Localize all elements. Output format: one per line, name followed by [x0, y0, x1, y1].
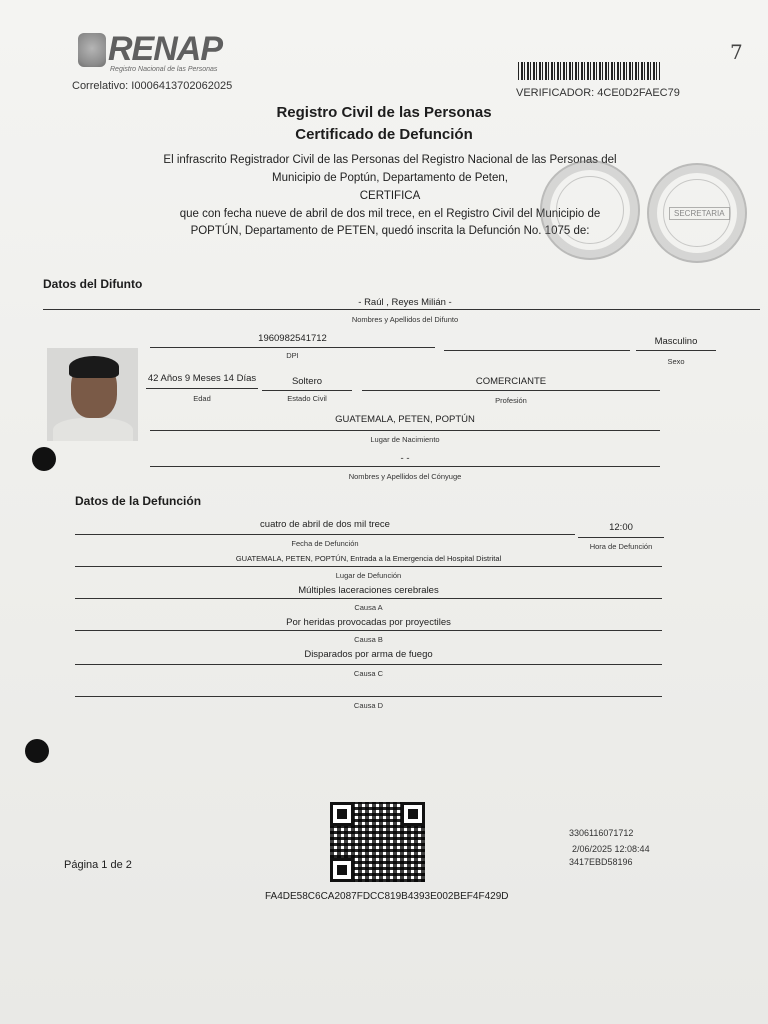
profesion-label: Profesión [495, 396, 527, 405]
hora-defuncion-value: 12:00 [609, 522, 633, 533]
intro-line-2: Municipio de Poptún, Departamento de Peten, [272, 172, 508, 184]
official-seal-stamp-icon [540, 160, 640, 260]
section-datos-defuncion: Datos de la Defunción [75, 494, 202, 508]
conyuge-line [150, 466, 660, 467]
punch-hole-icon [32, 447, 56, 471]
lugar-defuncion-value: GUATEMALA, PETEN, POPTÚN, Entrada a la Emergencia del Hospital Distrital [235, 554, 502, 563]
hora-defuncion-line [578, 537, 664, 538]
causa-b-value: Por heridas provocadas por proyectiles [286, 617, 451, 628]
secretaria-stamp-label: SECRETARIA [669, 207, 730, 220]
causa-a-value: Múltiples laceraciones cerebrales [298, 585, 439, 596]
edad-value: 42 Años 9 Meses 14 Días [147, 373, 257, 384]
edad-line [146, 388, 258, 389]
dpi-line [150, 347, 435, 348]
punch-hole-icon [25, 739, 49, 763]
sexo-label: Sexo [667, 357, 685, 366]
pagina-indicator: Página 1 de 2 [64, 859, 132, 871]
footer-code-2: 3417EBD58196 [569, 857, 633, 867]
correlativo: Correlativo: I0006413702062025 [72, 80, 233, 92]
footer-timestamp: 2/06/2025 12:08:44 [572, 844, 650, 854]
dpi-label: DPI [286, 351, 299, 360]
causa-a-line [75, 598, 662, 599]
causa-d-line [75, 696, 662, 697]
causa-d-label: Causa D [353, 701, 384, 710]
renap-logo-icon [78, 33, 106, 67]
secretaria-seal-stamp-icon [647, 163, 747, 263]
logo-text: RENAP [108, 30, 223, 68]
verificador: VERIFICADOR: 4CE0D2FAEC79 [516, 87, 680, 99]
nombre-difunto-value: - Raúl , Reyes Milián - [358, 297, 452, 308]
nombre-difunto-label: Nombres y Apellidos del Difunto [351, 315, 459, 324]
footer-code-1: 3306116071712 [569, 828, 634, 838]
profesion-value: COMERCIANTE [475, 376, 547, 387]
causa-a-label: Causa A [354, 603, 383, 612]
fecha-defuncion-value: cuatro de abril de dos mil trece [260, 519, 390, 530]
sexo-line [636, 350, 716, 351]
lugar-nacimiento-label: Lugar de Nacimiento [370, 435, 440, 444]
profesion-line [362, 390, 660, 391]
intro-line-1: El infrascrito Registrador Civil de las Personas del Registro Nacional de las Personas del [163, 154, 617, 166]
barcode-icon [518, 62, 660, 80]
fecha-defuncion-label: Fecha de Defunción [291, 539, 359, 548]
fecha-defuncion-line [75, 534, 575, 535]
handwritten-page-mark: 7 [730, 40, 743, 64]
estado-civil-value: Soltero [291, 376, 323, 387]
lugar-defuncion-label: Lugar de Defunción [335, 571, 402, 580]
lugar-defuncion-line [75, 566, 662, 567]
sexo-value: Masculino [654, 336, 698, 347]
verification-hash: FA4DE58C6CA2087FDCC819B4393E002BEF4F429D [265, 891, 509, 902]
lugar-nacimiento-line [150, 430, 660, 431]
deceased-photo [47, 348, 138, 441]
blank-line [444, 350, 630, 351]
edad-label: Edad [193, 394, 211, 403]
hora-defuncion-label: Hora de Defunción [589, 542, 653, 551]
estado-civil-label: Estado Civil [287, 394, 327, 403]
conyuge-label: Nombres y Apellidos del Cónyuge [348, 472, 462, 481]
title-certificado: Certificado de Defunción [295, 126, 473, 143]
causa-c-line [75, 664, 662, 665]
causa-c-label: Causa C [353, 669, 384, 678]
title-registro-civil: Registro Civil de las Personas [276, 104, 492, 121]
estado-civil-line [262, 390, 352, 391]
causa-b-line [75, 630, 662, 631]
divider [43, 309, 760, 310]
causa-b-label: Causa B [354, 635, 383, 644]
logo-subtitle: Registro Nacional de las Personas [110, 66, 218, 73]
section-datos-difunto: Datos del Difunto [43, 277, 143, 291]
intro-line-5: POPTÚN, Departamento de PETEN, quedó inscrita la Defunción No. 1075 de: [190, 225, 590, 237]
conyuge-value: - - [400, 453, 410, 464]
dpi-value: 1960982541712 [258, 333, 327, 344]
lugar-nacimiento-value: GUATEMALA, PETEN, POPTÚN [335, 414, 475, 425]
causa-c-value: Disparados por arma de fuego [304, 649, 433, 660]
qr-code-icon [330, 802, 425, 882]
intro-line-4: que con fecha nueve de abril de dos mil trece, en el Registro Civil del Municipio de [179, 208, 601, 220]
intro-certifica: CERTIFICA [359, 190, 421, 202]
